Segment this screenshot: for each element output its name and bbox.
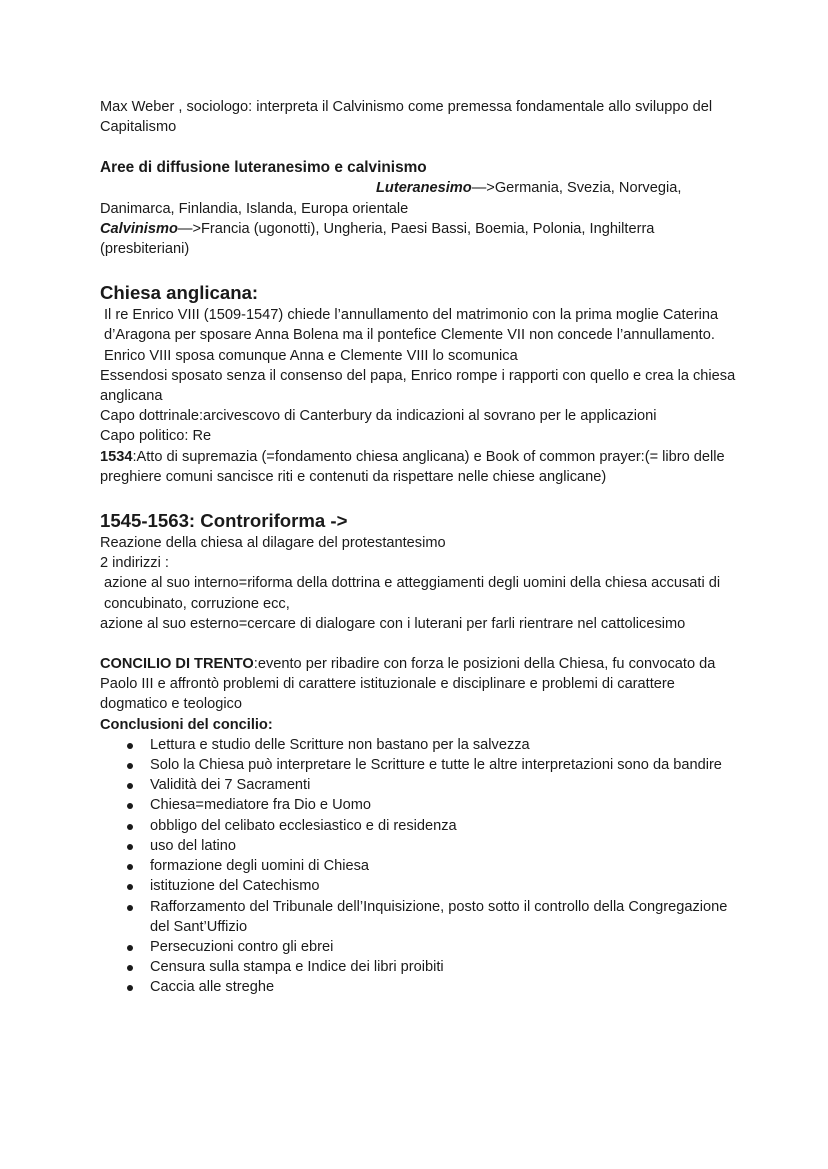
controriforma-line-1: Reazione della chiesa al dilagare del protestantesimo [100,535,446,552]
list-item [100,795,740,815]
list-item [100,937,740,957]
luteranesimo-label: Luteranesimo [376,180,472,197]
conclusions-heading: Conclusioni del concilio: [100,716,273,733]
bullet-icon [127,884,133,890]
capo-politico: Capo politico: Re [100,428,212,445]
document-page [100,97,740,998]
controriforma-heading: 1545-1563: Controriforma -> [100,510,348,532]
bullet-icon [127,743,133,749]
list-item-text: uso del latino [150,837,237,854]
list-item-text: formazione degli uomini di Chiesa [150,858,370,875]
bullet-icon [127,844,133,850]
list-item-text: istituzione del Catechismo [150,878,320,895]
year-1534: 1534 [100,448,133,465]
list-item-text: Rafforzamento del Tribunale dell’Inquisizione, posto sotto il controllo della Congregazione del Sant’Uffizio [150,898,728,935]
bullet-icon [127,824,133,830]
atto-supremazia [100,447,740,487]
list-item [100,755,740,775]
list-item [100,957,740,977]
list-item-text: Validità dei 7 Sacramenti [150,777,311,794]
calvinismo-text: —>Francia (ugonotti), Ungheria, Paesi Bassi, Boemia, Polonia, Inghilterra (presbiteriani) [100,220,655,258]
luteranesimo-line [100,178,740,198]
anglicana-paragraph-2: Essendosi sposato senza il consenso del papa, Enrico rompe i rapporti con quello e crea la chiesa anglicana [100,367,736,405]
conclusions-list [100,735,740,998]
list-item-text: Solo la Chiesa può interpretare le Scritture e tutte le altre interpretazioni sono da bandire [150,757,722,774]
list-item [100,836,740,856]
weber-paragraph: Max Weber , sociologo: interpreta il Calvinismo come premessa fondamentale allo sviluppo del Capitalismo [100,99,713,136]
list-item-text: Persecuzioni contro gli ebrei [150,938,334,955]
list-item [100,735,740,755]
list-item [100,977,740,997]
list-item [100,856,740,876]
list-item [100,897,740,937]
calvinismo-line [100,219,740,259]
bullet-icon [127,945,133,951]
list-item-text: Chiesa=mediatore fra Dio e Uomo [150,797,372,814]
list-item [100,816,740,836]
bullet-icon [127,864,133,870]
list-item-text: Censura sulla stampa e Indice dei libri proibiti [150,959,444,976]
anglicana-paragraph-1: Il re Enrico VIII (1509-1547) chiede l’annullamento del matrimonio con la prima moglie Caterina d’Aragona per sposare Anna Bolena ma il pontefice Clemente VII non concede l’annullamento. Enrico VIII sposa comunque Anna e Clemente VIII lo scomunica [104,307,719,364]
concilio-paragraph [100,654,740,715]
luteranesimo-line-2: Danimarca, Finlandia, Islanda, Europa orientale [100,200,409,217]
list-item [100,876,740,896]
controriforma-line-2: 2 indirizzi : [100,555,169,572]
aree-heading: Aree di diffusione luteranesimo e calvinismo [100,159,427,177]
calvinismo-label: Calvinismo [100,220,178,237]
list-item-text: obbligo del celibato ecclesiastico e di residenza [150,817,457,834]
concilio-label: CONCILIO DI TRENTO [100,656,254,673]
list-item-text: Lettura e studio delle Scritture non bastano per la salvezza [150,736,530,753]
anglicana-heading: Chiesa anglicana: [100,282,259,304]
list-item [100,775,740,795]
capo-dottrinale: Capo dottrinale:arcivescovo di Canterbury da indicazioni al sovrano per le applicazioni [100,408,657,425]
bullet-icon [127,803,133,809]
atto-supremazia-text: :Atto di supremazia (=fondamento chiesa anglicana) e Book of common prayer:(= libro delle preghiere comuni sancisce riti e contenuti da rispettare nelle chiese anglicane) [100,448,725,485]
bullet-icon [127,985,133,991]
controriforma-line-3: azione al suo interno=riforma della dottrina e atteggiamenti degli uomini della chiesa accusati di concubinato, corruzione ecc, [104,575,721,612]
controriforma-line-4: azione al suo esterno=cercare di dialogare con i luterani per farli rientrare nel cattolicesimo [100,615,686,632]
bullet-icon [127,783,133,789]
bullet-icon [127,965,133,971]
bullet-icon [127,763,133,769]
bullet-icon [127,905,133,911]
concilio-text: :evento per ribadire con forza le posizioni della Chiesa, fu convocato da Paolo III e affrontò problemi di carattere istituzionale e disciplinare e problemi di carattere dogmatico e teologico [100,656,716,713]
list-item-text: Caccia alle streghe [150,979,275,996]
luteranesimo-text-1: —>Germania, Svezia, Norvegia, [471,180,682,197]
